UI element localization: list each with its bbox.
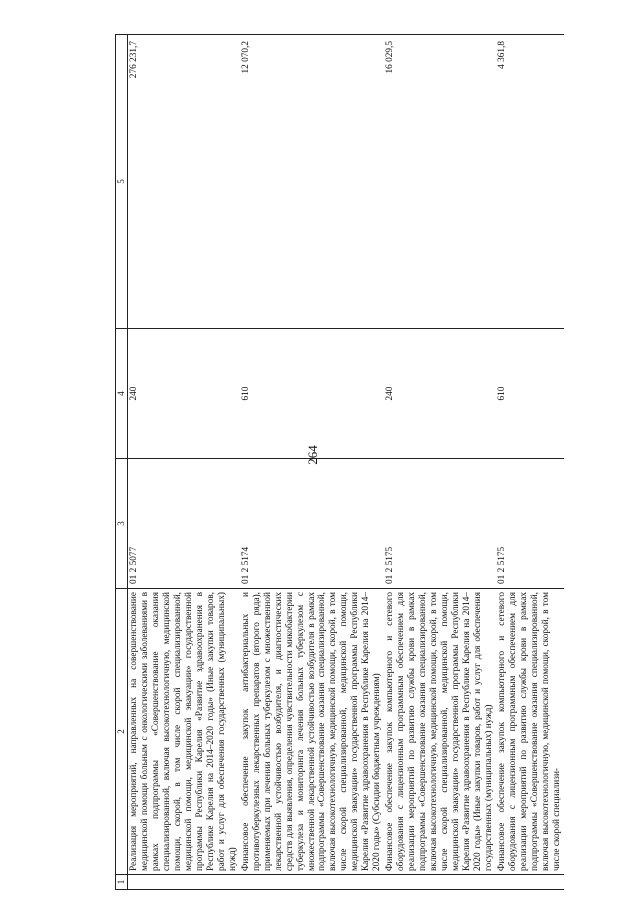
target-article-code: 01 2 5175 [384, 459, 496, 589]
column-header: 4 [116, 329, 128, 459]
table-header [116, 35, 128, 890]
target-article-code: 01 2 5175 [496, 459, 564, 589]
rotated-page [115, 35, 605, 890]
amount-cell: 12 070,2 [240, 35, 385, 329]
column-header: 2 [116, 589, 128, 875]
column-header: 5 [116, 35, 128, 329]
expense-type-code: 610 [240, 329, 385, 459]
row-index-cell [240, 875, 385, 890]
table-row [240, 35, 385, 890]
page-number: 264 [305, 445, 320, 465]
column-header: 3 [116, 459, 128, 589]
budget-table [115, 34, 564, 890]
row-index-cell [384, 875, 496, 890]
column-header: 1 [116, 875, 128, 890]
expense-description: Финансовое обеспечение закупок компьютерного и сетевого оборудования с лицензионным программным обеспечением для реализации мероприятий по развитию службы крови в рамках подпрограммы «Совершенствование оказания специализированной, включая высокотехнологичную, медицинской помощи, скорой, в том числе скорой специализи- [496, 589, 564, 875]
expense-description: Реализация мероприятий, направленных на совершенствование медицинской помощи больным с онкологическими заболеваниями в рамках подпрограммы «Совершенствование оказания специализированной, включая высокотехнологичную, медицинской помощи, скорой, в том числе скорой специализированной, медицинской помощи, медицинской эвакуации» государственной программы Республики Карелия «Развитие здравоохранения в Республике Карелия на 2014–2020 годы» (Иные закупки товаров, работ и услуг для обеспечения государственных (муниципальных) нужд) [128, 589, 240, 875]
row-index-cell [496, 875, 564, 890]
expense-type-code: 240 [384, 329, 496, 459]
expense-description: Финансовое обеспечение закупок компьютерного и сетевого оборудования с лицензионным программным обеспечением для реализации мероприятий по развитию службы крови в рамках подпрограммы «Совершенствование оказания специализированной, включая высокотехнологичную, медицинской помощи, скорой, в том числе скорой специализированной, медицинской помощи, медицинской эвакуации» государственной программы Республики Карелия «Развитие здравоохранения в Республике Карелия на 2014–2020 годы» (Иные закупки товаров, работ и услуг для обеспечения государственных (муниципальных) нужд) [384, 589, 496, 875]
expense-type-code: 610 [496, 329, 564, 459]
amount-cell: 276 231,7 [128, 35, 240, 329]
table-row [128, 35, 240, 890]
table-row [384, 35, 496, 890]
amount-cell: 16 029,5 [384, 35, 496, 329]
table-row [496, 35, 564, 890]
expense-type-code: 240 [128, 329, 240, 459]
expense-description: Финансовое обеспечение закупок антибактериальных и противотуберкулезных лекарственных препаратов (второго ряда), применяемых при лечении больных туберкулезом с множественной лекарственной устойчивостью возбудителя, и диагностических средств для выявления, определения чувствительности микобактерии туберкулеза и мониторинга лечения больных туберкулезом с множественной лекарственной устойчивостью возбудителя в рамках подпрограммы «Совершенствование оказания специализированной, включая высокотехнологичную, медицинской помощи, скорой, в том числе скорой специализированной, медицинской помощи, медицинской эвакуации» государственной программы Республики Карелия «Развитие здравоохранения в Республике Карелия на 2014–2020 годы» (Субсидии бюджетным учреждениям) [240, 589, 385, 875]
target-article-code: 01 2 5174 [240, 459, 385, 589]
target-article-code: 01 2 5077 [128, 459, 240, 589]
amount-cell: 4 361,8 [496, 35, 564, 329]
row-index-cell [128, 875, 240, 890]
